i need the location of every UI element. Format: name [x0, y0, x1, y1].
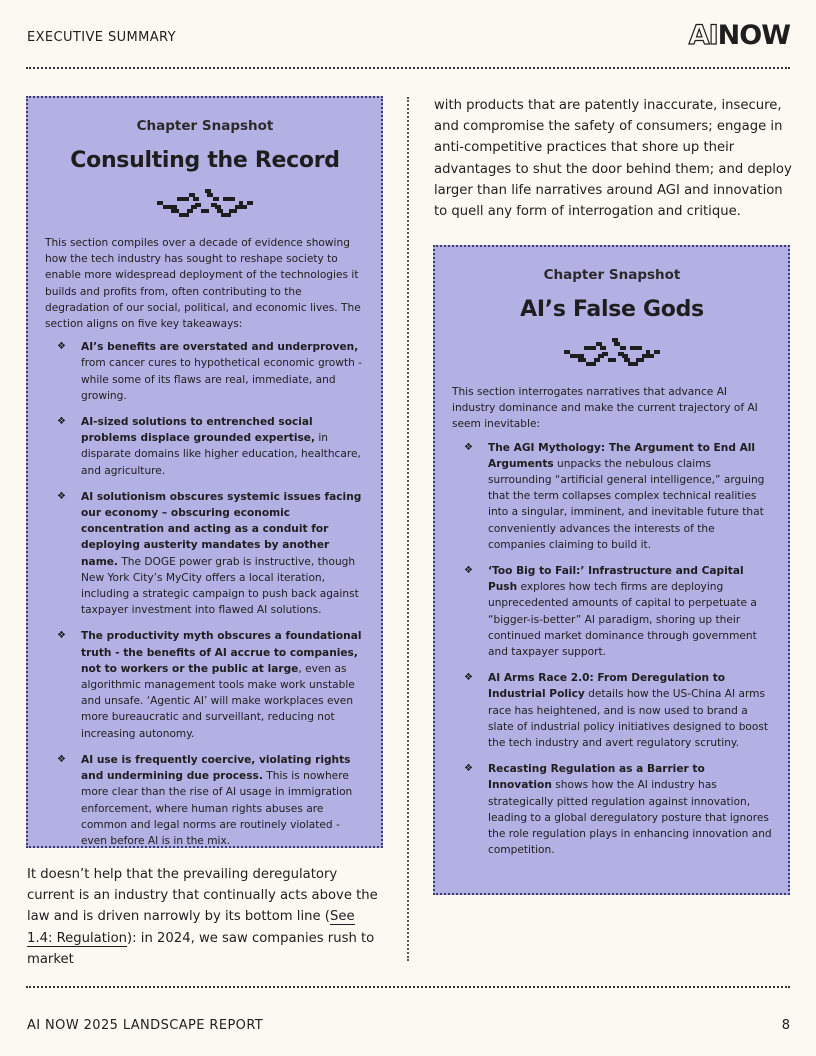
- item-lead: AI Arms Race 2.0: From Deregulation to Industrial Policy: [488, 672, 726, 701]
- ai-now-logo[interactable]: [689, 22, 790, 49]
- item-lead: AI’s benefits are overstated and underproven,: [81, 341, 359, 354]
- item-text: , even as algorithmic management tools make work unstable and unsafe. ‘Agentic AI’ will make workplaces even more bureaucratic and surveillant, reducing not increasing autonomy.: [81, 662, 355, 740]
- header-divider: [26, 67, 790, 69]
- item-lead: Recasting Regulation as a Barrier to Innovation: [488, 763, 705, 792]
- item-lead: The productivity myth obscures a foundational truth - the benefits of AI accrue to companies, not to workers or the public at large: [81, 630, 362, 675]
- item-text: shows how the AI industry has strategically pitted regulation against innovation, leading to a global deregulatory posture that ignores the role regulation plays in enhancing innovation and competition.: [488, 779, 772, 857]
- item-lead: AI use is frequently coercive, violating rights and undermining due process.: [81, 753, 351, 783]
- diamond-bullet-icon: ❖: [57, 630, 66, 642]
- item-text: from cancer cures to hypothetical economic growth - while some of its flaws are real, immediate, and growing.: [81, 357, 363, 402]
- snapshot-label: Chapter Snapshot: [543, 267, 681, 283]
- diamond-bullet-icon: ❖: [57, 341, 66, 353]
- snapshot-intro: This section compiles over a decade of evidence showing how the tech industry has sought to reshape society to enable more widespread deployment of the technologies it builds and profits from, often contributing to the degradation of our social, political, and economic lives. The section aligns on five key takeaways:: [45, 237, 361, 331]
- item-text: in disparate domains like higher education, healthcare, and agriculture.: [81, 432, 361, 477]
- item-text: The DOGE power grab is instructive, though New York City’s MyCity offers a local iteration, including a strategic campaign to push back against taxpayer investment into flawed AI solutions.: [81, 555, 359, 617]
- report-title: AI NOW 2025 LANDSCAPE REPORT: [27, 1018, 264, 1033]
- item-text: details how the US-China AI arms race has heightened, and is now used to brand a slate of industrial policy initiatives designed to boost the tech industry and avert regulatory scrutiny.: [488, 688, 769, 750]
- body-text: ): in 2024, we saw companies rush to market: [27, 930, 375, 967]
- item-lead: AI-sized solutions to entrenched social problems displace grounded expertise,: [81, 416, 315, 445]
- body-paragraph-left: [27, 864, 383, 970]
- section-title: EXECUTIVE SUMMARY: [27, 30, 176, 45]
- diamond-bullet-icon: ❖: [57, 416, 66, 428]
- diamond-bullet-icon: ❖: [57, 753, 66, 765]
- chapter-snapshot-consulting-the-record: [26, 96, 383, 848]
- body-paragraph-right: with products that are patently inaccurate, insecure, and compromise the safety of consumers; engage in anti-competitive practices that shore up their advantages to shut the door behind them; and deploy larger than life narratives around AGI and innovation to quell any form of interrogation and critique.: [434, 98, 792, 220]
- item-lead: AI solutionism obscures systemic issues facing our economy – obscuring economic concentration and acting as a conduit for deploying austerity mandates by another name.: [81, 490, 362, 568]
- item-text: unpacks the nebulous claims surrounding “artificial general intelligence,” arguing that the term collapses complex technical realities into a singular, imminent, and inevitable future that conveniently advances the interests of the companies claiming to build it.: [488, 457, 765, 551]
- list-item: [45, 489, 365, 619]
- page-number: 8: [781, 1018, 790, 1033]
- list-item: [45, 414, 365, 479]
- takeaway-list: [45, 339, 365, 849]
- list-item: [45, 628, 365, 741]
- chapter-snapshot-ais-false-gods: [433, 245, 790, 895]
- column-divider: [407, 97, 409, 961]
- takeaway-list: [452, 440, 772, 859]
- diamond-bullet-icon: ❖: [464, 441, 473, 453]
- diamond-bullet-icon: ❖: [464, 763, 473, 775]
- logo-now: NOW: [717, 20, 790, 51]
- logo-ai: AI: [688, 20, 718, 51]
- body-text: It doesn’t help that the prevailing deregulatory current is an industry that continually acts above the law and is driven narrowly by its bottom line (: [27, 867, 378, 925]
- snapshot-label: Chapter Snapshot: [136, 118, 274, 134]
- pixel-ornament-icon: [157, 187, 253, 221]
- item-lead: ‘Too Big to Fail:’ Infrastructure and Capital Push: [488, 565, 744, 594]
- footer-divider: [26, 986, 790, 988]
- diamond-bullet-icon: ❖: [464, 672, 473, 684]
- item-lead: The AGI Mythology: The Argument to End All Arguments: [488, 441, 756, 470]
- list-item: [452, 761, 772, 858]
- diamond-bullet-icon: ❖: [464, 565, 473, 577]
- list-item: [452, 440, 772, 553]
- regulation-link[interactable]: See 1.4: Regulation: [27, 909, 355, 946]
- snapshot-intro: This section interrogates narratives that advance AI industry dominance and make the current trajectory of AI seem inevitable:: [452, 386, 758, 431]
- item-text: This is nowhere more clear than the rise of AI usage in immigration enforcement, where human rights abuses are common and legal norms are routinely violated - even before AI is in the mix.: [81, 770, 353, 847]
- snapshot-title: Consulting the Record: [70, 148, 340, 173]
- snapshot-title: AI’s False Gods: [520, 297, 704, 322]
- list-item: [452, 670, 772, 751]
- list-item: [452, 563, 772, 660]
- list-item: [45, 752, 365, 849]
- item-text: explores how tech firms are deploying unprecedented amounts of capital to perpetuate a “bigger-is-better” AI paradigm, shoring up their continued market dominance through government and taxpayer support.: [488, 581, 757, 659]
- pixel-ornament-icon: [564, 336, 660, 370]
- diamond-bullet-icon: ❖: [57, 490, 66, 502]
- list-item: [45, 339, 365, 404]
